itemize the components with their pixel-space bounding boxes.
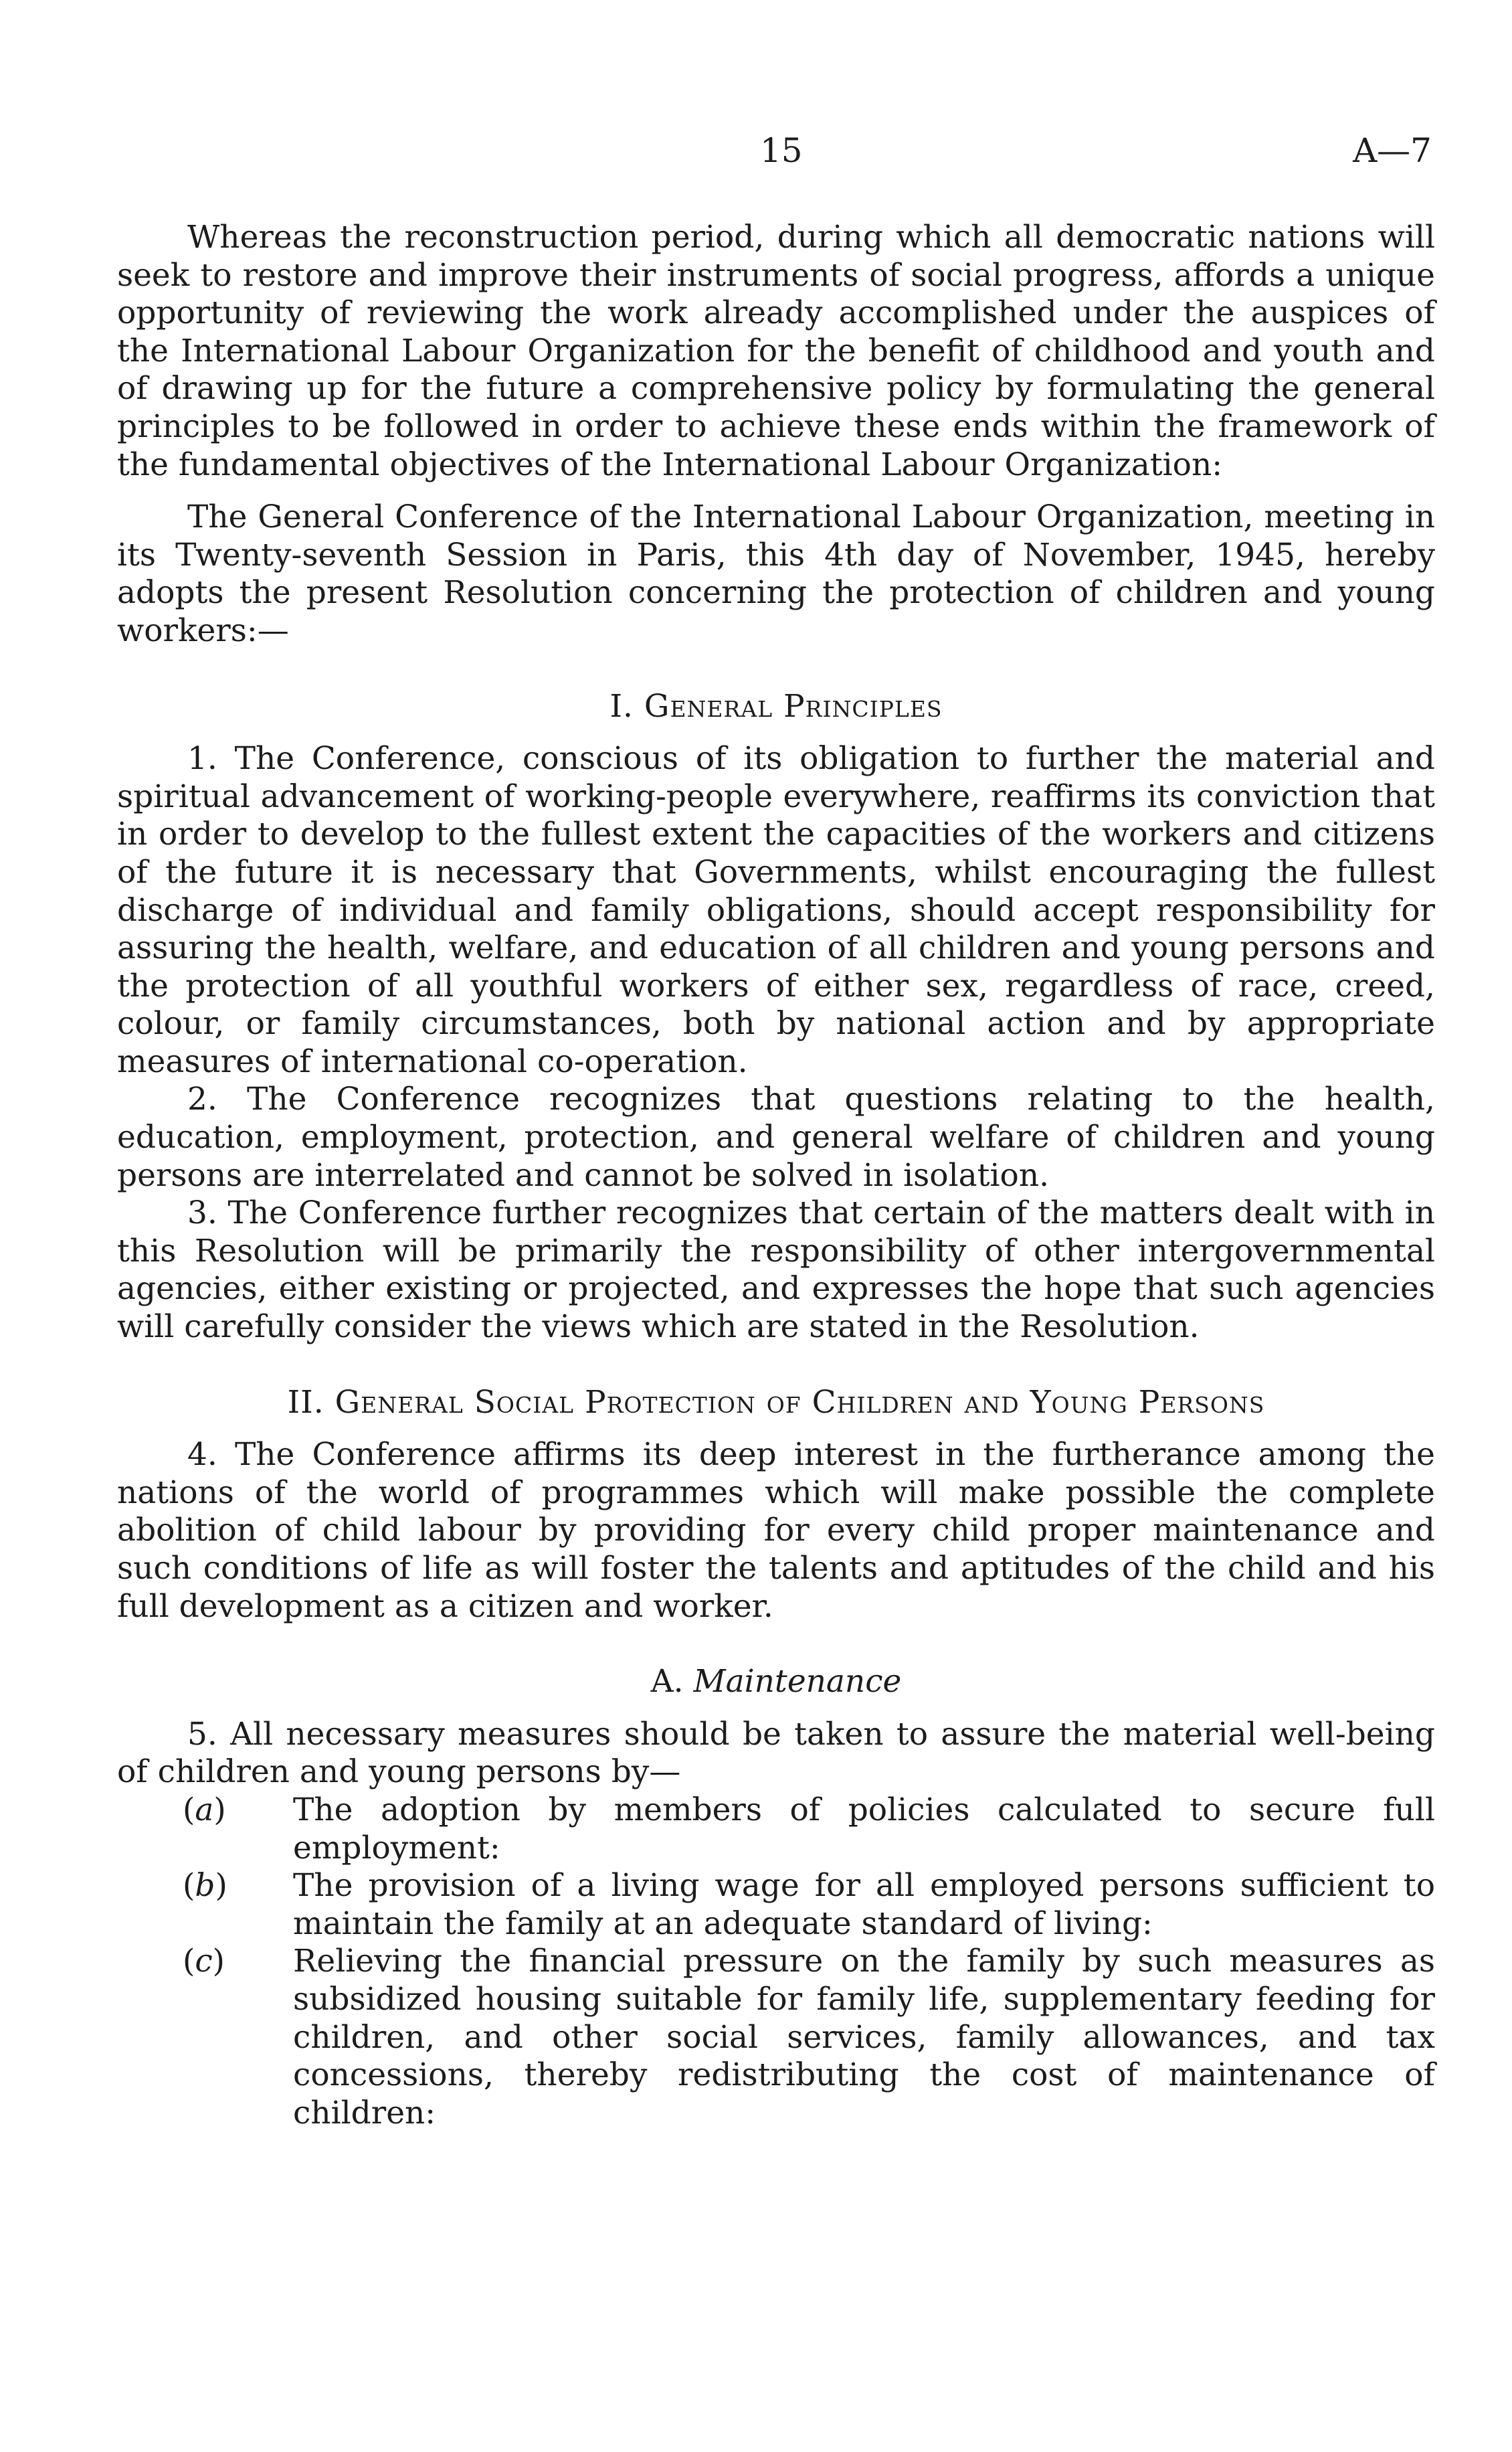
paragraph-4: 4. The Conference affirms its deep interest in the furtherance among the nations of the world of programmes which will make possible the complete abolition of child labour by providing for every child proper maintenance and such conditions of life as will foster the talents and aptitudes of the child and his full development as a citizen and worker.: [117, 1436, 1435, 1625]
list-label-c: (c): [183, 1943, 225, 1980]
subsection-prefix: A.: [650, 1663, 684, 1700]
document-reference: A—7: [1353, 131, 1432, 170]
paragraph-2: 2. The Conference recognizes that questions relating to the health, education, employment, protection, and general welfare of children and young persons are interrelated and cannot be solved in isolation.: [117, 1081, 1435, 1194]
subsection-title: Maintenance: [693, 1663, 902, 1700]
preamble-adoption: The General Conference of the International Labour Organization, meeting in its Twenty-seventh Session in Paris, this 4th day of November, 1945, hereby adopts the present Resolution concerning the protection of children and young workers:—: [117, 499, 1435, 649]
paragraph-1: 1. The Conference, conscious of its obligation to further the material and spiritual advancement of working-people everywhere, reaffirms its conviction that in order to develop to the fullest extent the capacities of the workers and citizens of the future it is necessary that Governments, whilst encouraging the fullest discharge of individual and family obligations, should accept responsibility for assuring the health, welfare, and education of all children and young persons and the protection of all youthful workers of either sex, regardless of race, creed, colour, or family circumstances, both by national action and by appropriate measures of international co-operation.: [117, 740, 1435, 1080]
list-item-c: [117, 1943, 1435, 2132]
subsection-heading-maintenance: [117, 1663, 1435, 1701]
list-item-a: [117, 1791, 1435, 1867]
section-heading-social-protection: II. General Social Protection of Children and Young Persons: [287, 1383, 1265, 1421]
list-item-b: [117, 1867, 1435, 1943]
section-heading-general-principles: I. General Principles: [609, 687, 943, 725]
paragraph-5: 5. All necessary measures should be taken to assure the material well-being of children and young persons by—: [117, 1715, 1435, 1791]
page-number: 15: [760, 131, 803, 170]
document-body: [117, 219, 1435, 2132]
list-text-a: The adoption by members of policies calculated to secure full employment:: [293, 1791, 1435, 1866]
preamble-whereas: Whereas the reconstruction period, during which all democratic nations will seek to restore and improve their instruments of social progress, affords a unique opportunity of reviewing the work already accomplished under the auspices of the International Labour Organization for the benefit of childhood and youth and of drawing up for the future a comprehensive policy by formulating the general principles to be followed in order to achieve these ends within the framework of the fundamental objectives of the International Labour Organization:: [117, 219, 1435, 483]
list-label-a: (a): [183, 1791, 226, 1828]
list-text-b: The provision of a living wage for all employed persons sufficient to maintain the family at an adequate standard of living:: [293, 1867, 1435, 1942]
paragraph-3: 3. The Conference further recognizes that certain of the matters dealt with in this Resolution will be primarily the responsibility of other intergovernmental agencies, either existing or projected, and expresses the hope that such agencies will carefully consider the views which are stated in the Resolution.: [117, 1195, 1435, 1346]
list-label-b: (b): [183, 1867, 227, 1905]
page-header: [0, 131, 1512, 178]
list-text-c: Relieving the financial pressure on the family by such measures as subsidized housing suitable for family life, supplementary feeding for children, and other social services, family allowances, and tax concessions, thereby redistributing the cost of maintenance of children:: [293, 1943, 1435, 2131]
